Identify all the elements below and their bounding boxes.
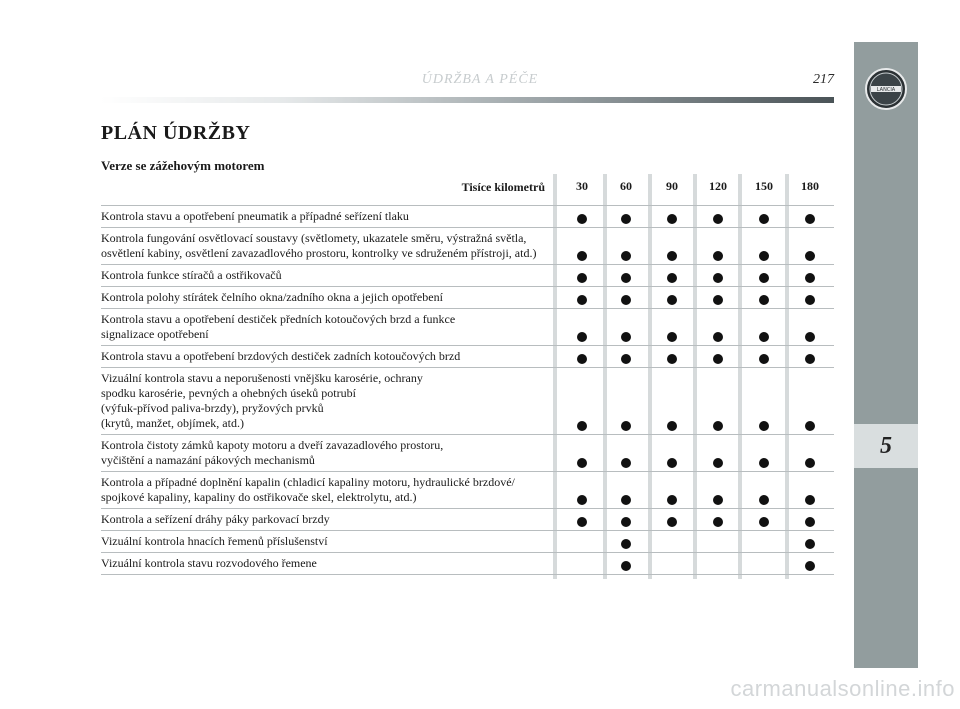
service-dot-icon	[759, 458, 769, 468]
service-dot-icon	[713, 421, 723, 431]
table-row	[101, 435, 834, 472]
service-dot-icon	[667, 214, 677, 224]
service-dot-icon	[621, 332, 631, 342]
km-column-header: 60	[620, 179, 632, 193]
task-description: Kontrola a seřízení dráhy páky parkovací brzdy	[101, 512, 330, 526]
service-dot-icon	[805, 539, 815, 549]
chapter-number[interactable]: 5	[854, 424, 918, 468]
task-description: Kontrola fungování osvětlovací soustavy (světlomety, ukazatele směru, výstražná světla, osvětlení kabiny, osvětlení zavazadlového prostoru, kontrolky ve sdruženém přístroji, atd.)	[101, 231, 537, 260]
service-dot-icon	[805, 332, 815, 342]
service-dot-icon	[577, 354, 587, 364]
service-dot-icon	[805, 295, 815, 305]
service-dot-icon	[713, 458, 723, 468]
service-dot-icon	[713, 354, 723, 364]
service-dot-icon	[621, 354, 631, 364]
service-dot-icon	[805, 495, 815, 505]
service-dot-icon	[577, 251, 587, 261]
service-dot-icon	[621, 539, 631, 549]
service-dot-icon	[667, 251, 677, 261]
service-dot-icon	[667, 273, 677, 283]
service-dot-icon	[805, 251, 815, 261]
service-dot-icon	[805, 214, 815, 224]
table-row	[101, 228, 834, 265]
table-row	[101, 205, 834, 228]
service-dot-icon	[667, 421, 677, 431]
table-row	[101, 531, 834, 553]
service-dot-icon	[577, 495, 587, 505]
svg-text:LANCIA: LANCIA	[876, 87, 896, 93]
service-dot-icon	[667, 332, 677, 342]
table-row	[101, 265, 834, 287]
service-dot-icon	[759, 273, 769, 283]
page-number: 217	[813, 72, 834, 87]
header-rule	[100, 97, 834, 103]
km-column-header: 90	[666, 179, 678, 193]
watermark: carmanualsonline.info	[730, 676, 955, 701]
task-description: Kontrola čistoty zámků kapoty motoru a dveří zavazadlového prostoru, vyčištění a namazání pákových mechanismů	[101, 438, 444, 467]
service-dot-icon	[713, 214, 723, 224]
service-dot-icon	[759, 354, 769, 364]
service-dot-icon	[577, 517, 587, 527]
table-row	[101, 553, 834, 575]
table-row	[101, 287, 834, 309]
service-dot-icon	[713, 517, 723, 527]
service-dot-icon	[577, 273, 587, 283]
service-dot-icon	[621, 561, 631, 571]
task-description: Kontrola stavu a opotřebení destiček předních kotoučových brzd a funkce signalizace opotřebení	[101, 312, 456, 341]
table-row	[101, 368, 834, 435]
service-dot-icon	[621, 295, 631, 305]
km-column-header: 120	[709, 179, 727, 193]
service-dot-icon	[621, 214, 631, 224]
km-column-header: 150	[755, 179, 773, 193]
service-dot-icon	[805, 458, 815, 468]
service-dot-icon	[713, 295, 723, 305]
km-header-label: Tisíce kilometrů	[461, 180, 545, 194]
km-column-header: 30	[576, 179, 588, 193]
service-dot-icon	[713, 495, 723, 505]
service-dot-icon	[621, 273, 631, 283]
service-dot-icon	[713, 273, 723, 283]
service-dot-icon	[577, 421, 587, 431]
km-column-header: 180	[801, 179, 819, 193]
task-description: Vizuální kontrola stavu rozvodového řemene	[101, 556, 317, 570]
section-title: ÚDRŽBA A PÉČE	[421, 72, 539, 87]
page-subtitle: Verze se zážehovým motorem	[101, 158, 265, 173]
service-dot-icon	[621, 517, 631, 527]
service-dot-icon	[621, 458, 631, 468]
service-dot-icon	[667, 354, 677, 364]
service-dot-icon	[759, 332, 769, 342]
service-dot-icon	[805, 273, 815, 283]
task-description: Kontrola a případné doplnění kapalin (chladicí kapaliny motoru, hydraulické brzdové/ spojkové kapaliny, kapaliny do ostřikovače skel, elektrolytu, atd.)	[101, 475, 515, 504]
service-dot-icon	[713, 251, 723, 261]
task-description: Vizuální kontrola stavu a neporušenosti vnějšku karosérie, ochrany spodku karosérie, pevných a ohebných úseků potrubí (výfuk-přívod paliva-brzdy), pryžových prvků (krytů, manžet, objímek, atd.)	[101, 371, 423, 430]
task-description: Kontrola polohy stírátek čelního okna/zadního okna a jejich opotřebení	[101, 290, 443, 304]
task-description: Kontrola stavu a opotřebení pneumatik a případné seřízení tlaku	[101, 209, 409, 223]
page-title: PLÁN ÚDRŽBY	[101, 122, 251, 144]
service-dot-icon	[759, 517, 769, 527]
service-dot-icon	[805, 517, 815, 527]
service-dot-icon	[805, 421, 815, 431]
service-dot-icon	[667, 517, 677, 527]
table-row	[101, 472, 834, 509]
service-dot-icon	[667, 295, 677, 305]
service-dot-icon	[577, 214, 587, 224]
service-dot-icon	[577, 295, 587, 305]
service-dot-icon	[577, 332, 587, 342]
service-dot-icon	[759, 214, 769, 224]
maintenance-table	[101, 205, 834, 575]
chapter-side-tab	[854, 42, 918, 668]
service-dot-icon	[805, 561, 815, 571]
service-dot-icon	[577, 458, 587, 468]
service-dot-icon	[759, 421, 769, 431]
lancia-logo-icon	[864, 67, 908, 111]
service-dot-icon	[759, 251, 769, 261]
service-dot-icon	[621, 251, 631, 261]
service-dot-icon	[759, 495, 769, 505]
task-description: Kontrola stavu a opotřebení brzdových destiček zadních kotoučových brzd	[101, 349, 461, 363]
service-dot-icon	[667, 495, 677, 505]
service-dot-icon	[759, 295, 769, 305]
task-description: Vizuální kontrola hnacích řemenů příslušenství	[101, 534, 328, 548]
table-row	[101, 309, 834, 346]
service-dot-icon	[667, 458, 677, 468]
table-row	[101, 346, 834, 368]
service-dot-icon	[621, 495, 631, 505]
service-dot-icon	[805, 354, 815, 364]
table-row	[101, 509, 834, 531]
service-dot-icon	[713, 332, 723, 342]
service-dot-icon	[621, 421, 631, 431]
task-description: Kontrola funkce stíračů a ostřikovačů	[101, 268, 282, 282]
